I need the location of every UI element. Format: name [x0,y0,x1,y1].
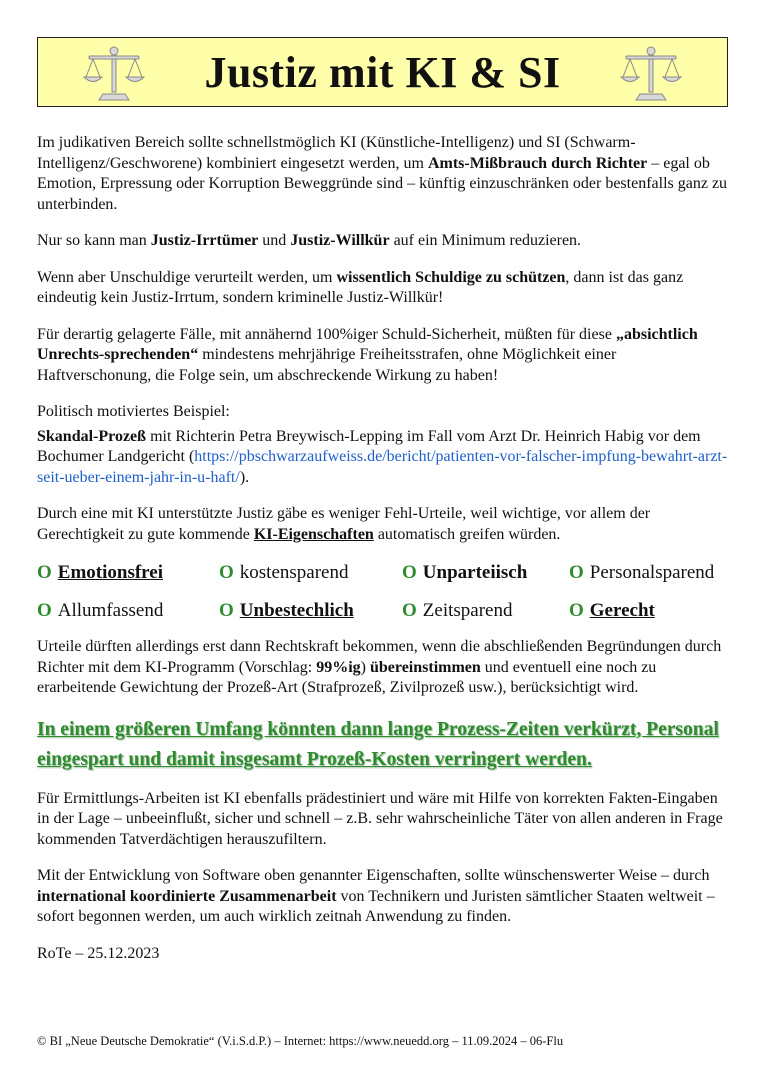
property-item: O Emotionsfrei [37,562,163,583]
highlight-statement: In einem größeren Umfang könnten dann lange Prozess-Zeiten verkürzt, Personal eingespart und damit insgesamt Prozeß-Kosten verringert werden. [37,718,719,770]
example-link[interactable]: https://pbschwarzaufweiss.de/bericht/patienten-vor-falscher-impfung-bewahrt-arzt-seit-ueber-einem-jahr-in-u-haft/ [37,448,728,486]
scales-of-justice-icon [620,44,682,102]
property-item: O kostensparend [219,562,349,583]
properties-grid [37,561,734,623]
paragraph-ki-justiz: Durch eine mit KI unterstützte Justiz gäbe es weniger Fehl-Urteile, weil wichtige, vor allem der Gerechtigkeit zu gute kommende KI-Eigenschaften automatisch greifen würden. [37,505,651,543]
paragraph-example: Skandal-Prozeß mit Richterin Petra Breywisch-Lepping im Fall vom Arzt Dr. Heinrich Habig vor dem Bochumer Landgericht (https://pbschwarzaufweiss.de/bericht/patienten-vor-falscher-impfung-bewahrt-arzt-seit-ueber-einem-jahr-in-u-haft/). [37,427,728,486]
footer: © BI „Neue Deutsche Demokratie“ (V.i.S.d.P.) – Internet: https://www.neuedd.org – 11.09.2024 – 06-Flu [37,1034,564,1048]
property-item: O Personalsparend [569,562,715,583]
paragraph-faelle: Für derartig gelagerte Fälle, mit annähernd 100%iger Schuld-Sicherheit, müßten für diese „absichtlich Unrechts-sprechenden“ mindestens mehrjährige Freiheitsstrafen, ohne Möglichkeit einer Haftverschonung, die Folge sein, um abschreckende Wirkung zu haben! [37,325,698,384]
paragraph-software: Mit der Entwicklung von Software oben genannter Eigenschaften, sollte wünschenswerter Weise – durch international koordinierte Zusammenarbeit von Technikern und Juristen sämtlicher Staaten weltweit – sofort begonnen werden, um auch wirklich zeitnah Anwendung zu finden. [37,867,715,925]
title-banner [37,37,728,107]
signature: RoTe – 25.12.2023 [37,944,160,962]
property-item: O Zeitsparend [402,600,513,621]
scales-of-justice-icon [83,44,145,102]
paragraph-unschuldige: Wenn aber Unschuldige verurteilt werden, um wissentlich Schuldige zu schützen, dann ist das ganz eindeutig kein Justiz-Irrtum, sondern kriminelle Justiz-Willkür! [37,268,684,306]
property-item: O Unparteiisch [402,562,528,583]
property-item: O Unbestechlich [219,600,354,621]
page-title: Justiz mit KI & SI [204,47,561,97]
example-label: Politisch motiviertes Beispiel: [37,403,230,420]
intro-paragraph: Im judikativen Bereich sollte schnellstmöglich KI (Künstliche-Intelligenz) und SI (Schwarm-Intelligenz/Geschworene) kombiniert eingesetzt werden, um Amts-Mißbrauch durch Richter – egal ob Emotion, Erpressung oder Korruption Beweggründe sind – künftig einzuschränken oder bestenfalls ganz zu unterbinden. [37,134,728,213]
paragraph-ermittlung: Für Ermittlungs-Arbeiten ist KI ebenfalls prädestiniert und wäre mit Hilfe von korrekten Fakten-Eingaben in der Lage – unbeeinflußt, sicher und schnell – z.B. sehr wahrscheinliche Täter von allen anderen in Frage kommenden Tatverdächtigen herauszufiltern. [37,789,723,848]
paragraph-rechtskraft: Urteile dürften allerdings erst dann Rechtskraft bekommen, wenn die abschließenden Begründungen durch Richter mit dem KI-Programm (Vorschlag: 99%ig) übereinstimmen und eventuell eine noch zu erarbeitende Gewichtung der Prozeß-Art (Strafprozeß, Zivilprozeß usw.), berücksichtigt wird. [37,638,722,696]
property-item: O Allumfassend [37,600,164,621]
document-body [37,133,734,980]
paragraph-justiz: Nur so kann man Justiz-Irrtümer und Justiz-Willkür auf ein Minimum reduzieren. [37,232,582,249]
property-item: O Gerecht [569,600,655,621]
